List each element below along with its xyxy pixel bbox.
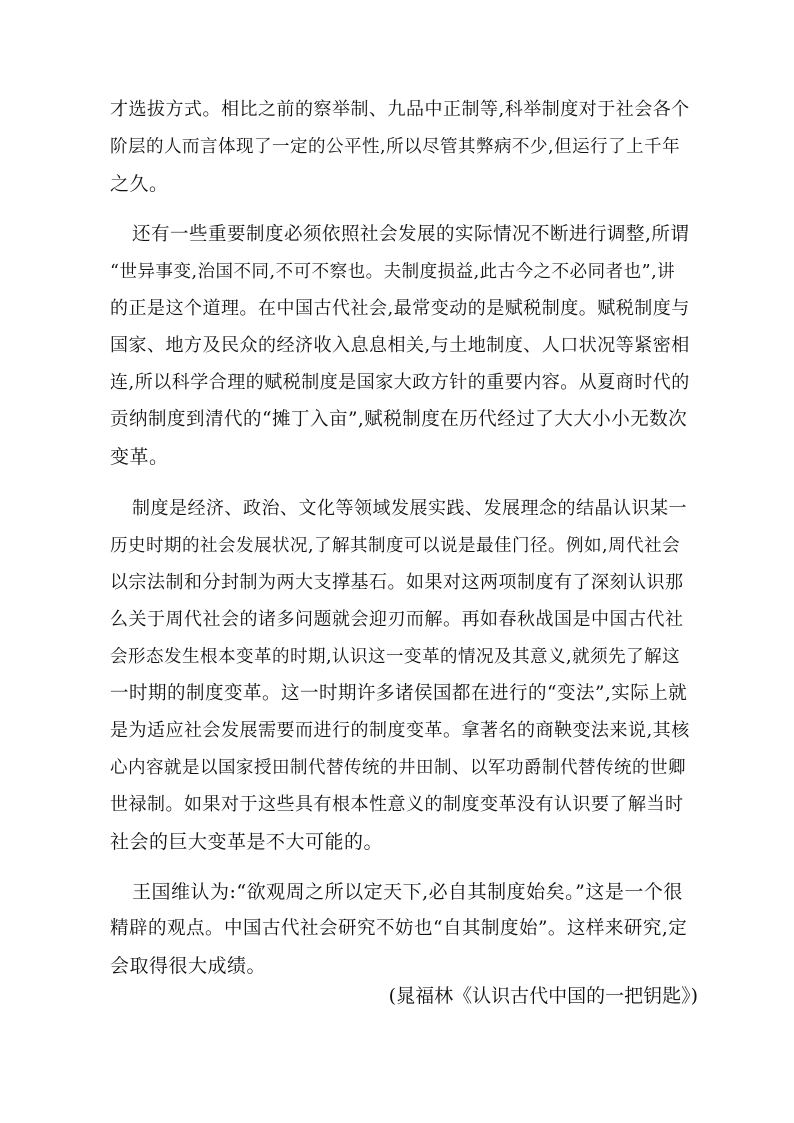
paragraph-4-line-2: 精辟的观点。中国古代社会研究不妨也“自其制度始”。这样来研究,定	[110, 918, 688, 939]
paragraph-3-line-4: 么关于周代社会的诸多问题就会迎刃而解。再如春秋战国是中国古代社	[110, 609, 684, 630]
paragraph-2-line-3: 的正是这个道理。在中国古代社会,最常变动的是赋税制度。赋税制度与	[110, 298, 690, 319]
paragraph-2-line-1: 还有一些重要制度必须依照社会发展的实际情况不断进行调整,所谓	[132, 224, 690, 245]
paragraph-4-line-3: 会取得很大成绩。	[110, 955, 267, 977]
paragraph-2-line-5: 连,所以科学合理的赋税制度是国家大政方针的重要内容。从夏商时代的	[110, 372, 690, 393]
paragraph-3-line-10: 社会的巨大变革是不大可能的。	[110, 831, 384, 853]
paragraph-3-line-3: 以宗法制和分封制为两大支撑基石。如果对这两项制度有了深刻认识那	[110, 572, 684, 593]
source-attribution: (晁福林《认识古代中国的一把钥匙》)	[388, 985, 698, 1007]
paragraph-2-line-6: 贡纳制度到清代的“摊丁入亩”,赋税制度在历代经过了大大小小无数次	[110, 409, 688, 430]
paragraph-3-line-6: 一时期的制度变革。这一时期许多诸侯国都在进行的“变法”,实际上就	[110, 683, 688, 704]
paragraph-2-line-4: 国家、地方及民众的经济收入息息相关,与土地制度、人口状况等紧密相	[110, 335, 690, 356]
paragraph-3-line-1: 制度是经济、政治、文化等领域发展实践、发展理念的结晶认识某一	[132, 498, 687, 519]
paragraph-3-line-5: 会形态发生根本变革的时期,认识这一变革的情况及其意义,就须先了解这	[110, 647, 681, 667]
paragraph-1-line-2: 阶层的人而言体现了一定的公平性,所以尽管其弊病不少,但运行了上千年	[110, 137, 681, 157]
paragraph-3-line-7: 是为适应社会发展需要而进行的制度变革。拿著名的商鞅变法来说,其核	[110, 720, 690, 741]
paragraph-3-line-8: 心内容就是以国家授田制代替传统的井田制、以军功爵制代替传统的世卿	[110, 758, 686, 778]
paragraph-3-line-2: 历史时期的社会发展状况,了解其制度可以说是最佳门径。例如,周代社会	[110, 536, 681, 556]
paragraph-1-line-1: 才选拔方式。相比之前的察举制、九品中正制等,科举制度对于社会各个	[110, 99, 690, 120]
paragraph-4-line-1: 王国维认为:“欲观周之所以定天下,必自其制度始矣。”这是一个很	[132, 881, 683, 903]
paragraph-1-line-3: 之久。	[110, 173, 169, 195]
paragraph-2-line-2: “世异事变,治国不同,不可不察也。夫制度损益,此古今之不必同者也”,讲	[110, 262, 676, 282]
paragraph-2-line-7: 变革。	[110, 446, 169, 468]
paragraph-3-line-9: 世禄制。如果对于这些具有根本性意义的制度变革没有认识要了解当时	[110, 794, 684, 815]
